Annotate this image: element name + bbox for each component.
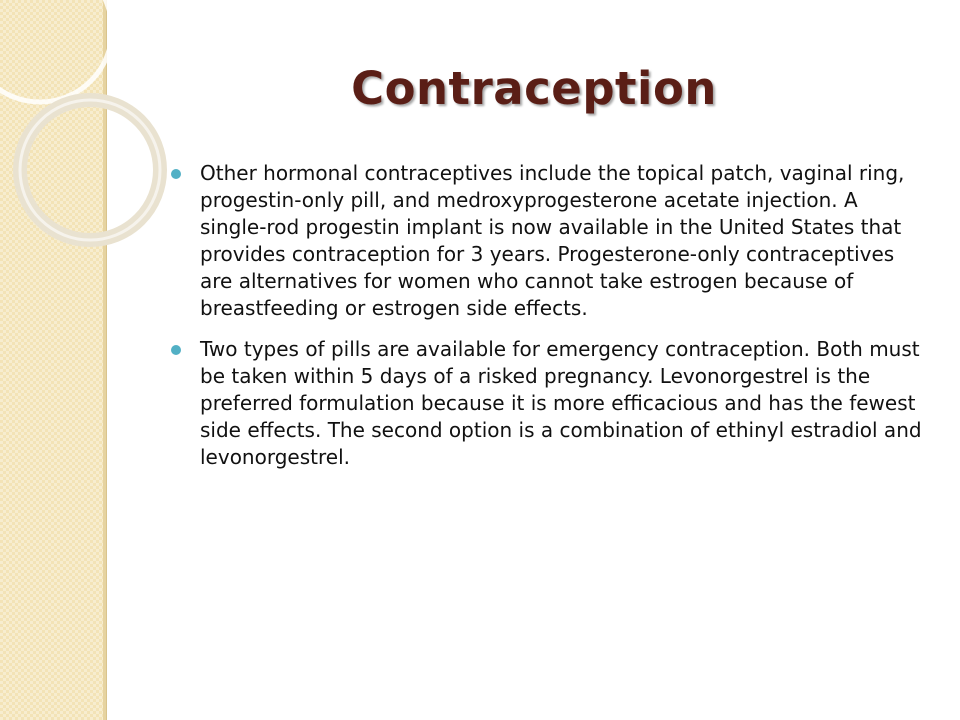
slide-title: Contraception — [351, 62, 717, 115]
bullet-text: Other hormonal contraceptives include the topical patch, vaginal ring, progestin-only pill, and medroxyprogesterone acetate injection. A single-rod progestin implant is now available in the United States that provides contraception for 3 years. Progesterone-only contraceptives are alternatives for women who cannot take estrogen because of breastfeeding or estrogen side effects. — [200, 161, 905, 320]
bullet-marker-icon — [171, 345, 181, 355]
bullet-marker-icon — [171, 169, 181, 179]
bullet-list — [168, 160, 923, 485]
bullet-item — [168, 336, 923, 471]
bullet-text: Two types of pills are available for emergency contraception. Both must be taken within 5 days of a risked pregnancy. Levonorgestrel is the preferred formulation because it is more efficacious and has the fewest side effects. The second option is a combination of ethinyl estradiol and levonorgestrel. — [200, 337, 922, 469]
decorative-circles-icon — [0, 0, 160, 260]
bullet-item — [168, 160, 923, 322]
